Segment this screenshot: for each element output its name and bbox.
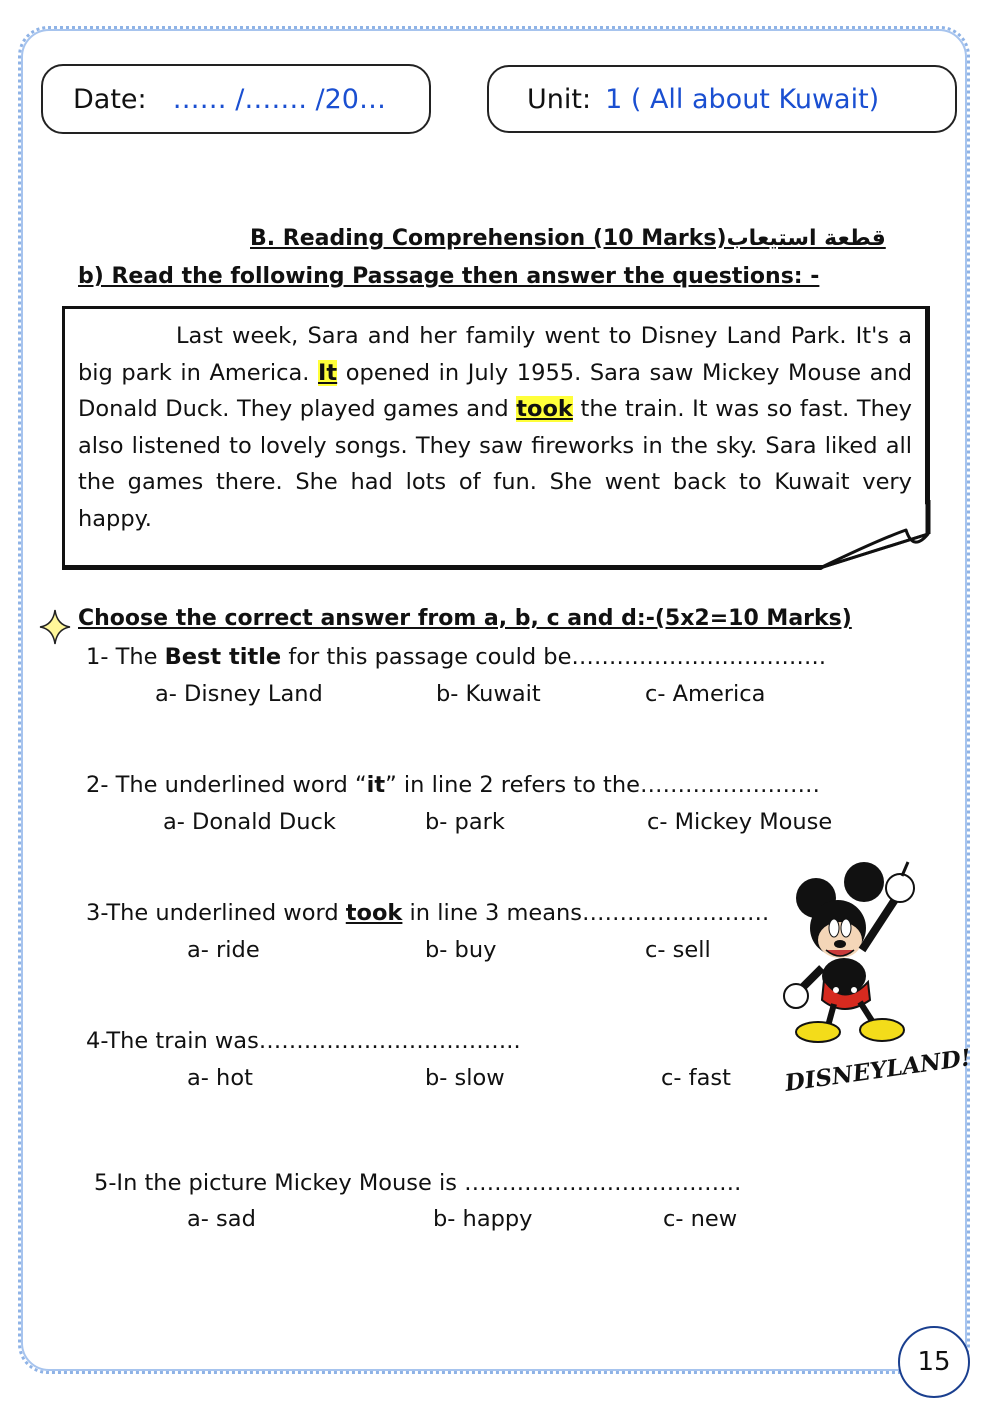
date-box [41,64,431,134]
section-title [250,226,886,251]
option-3c[interactable]: c- sell [645,937,711,963]
option-5b[interactable]: b- happy [433,1206,533,1232]
question-text: 1- The [86,644,165,670]
passage-part: opened in July 1955. Sara saw Mickey Mouse and Donald Duck. They played games and [78,359,912,423]
option-3a[interactable]: a- ride [187,937,260,963]
highlight-took: took [516,396,573,423]
question-text: 2- The underlined word “ [86,772,367,798]
date-label: Date: [73,83,147,115]
question-3 [86,900,769,926]
question-bold: it [366,772,386,798]
passage-part: Last week, Sara and her family went to Disney Land Park. It's a big park in America. [78,323,912,386]
question-text: ” in line 2 refers to the…………………… [385,772,820,798]
option-5c[interactable]: c- new [663,1206,738,1232]
choose-heading: Choose the correct answer from a, b, c and d:-(5x2=10 Marks) [78,606,852,631]
option-1c[interactable]: c- America [645,681,766,707]
question-1 [86,644,826,670]
unit-label: Unit: [527,83,592,115]
option-1b[interactable]: b- Kuwait [436,681,541,707]
passage-part: the train. It was so fast. They also listened to lovely songs. They saw fireworks in the sky. Sara liked all the games there. She had lots of fun. She went back to Kuwait very happy. [78,396,912,532]
question-text: for this passage could be……………………………. [281,644,827,670]
option-2c[interactable]: c- Mickey Mouse [647,809,833,835]
section-title-arabic: قطعة استيعاب [726,226,886,251]
option-4c[interactable]: c- fast [661,1065,731,1091]
option-1a[interactable]: a- Disney Land [155,681,323,707]
question-text: in line 3 means……………………. [402,900,770,926]
question-2 [86,772,820,798]
page-number: 15 [898,1326,970,1398]
mickey-mouse-illustration [778,858,973,1097]
option-5a[interactable]: a- sad [187,1206,256,1232]
disneyland-logo-text: DISNEYLAND! [783,1044,973,1097]
option-3b[interactable]: b- buy [425,937,497,963]
instruction: b) Read the following Passage then answer the questions: - [78,264,820,289]
question-text: 5-In the picture Mickey Mouse is ………………………………. [94,1170,742,1196]
unit-value: 1 ( All about Kuwait) [605,83,880,115]
question-bold: Best title [164,644,282,670]
highlight-it: It [318,359,338,386]
option-4a[interactable]: a- hot [187,1065,253,1091]
question-text: 3-The underlined word [86,900,346,926]
section-title-text: B. Reading Comprehension (10 Marks) [250,226,727,251]
question-text: 4-The train was…………………………….. [86,1028,521,1054]
question-bold: took [345,900,403,926]
question-5 [94,1170,741,1196]
option-2a[interactable]: a- Donald Duck [163,809,336,835]
option-2b[interactable]: b- park [425,809,505,835]
date-value: …… /……. /20… [172,83,386,115]
question-4 [86,1028,521,1054]
unit-box [487,65,957,133]
option-4b[interactable]: b- slow [425,1065,505,1091]
passage-text [78,318,912,538]
sparkle-icon [38,608,72,646]
